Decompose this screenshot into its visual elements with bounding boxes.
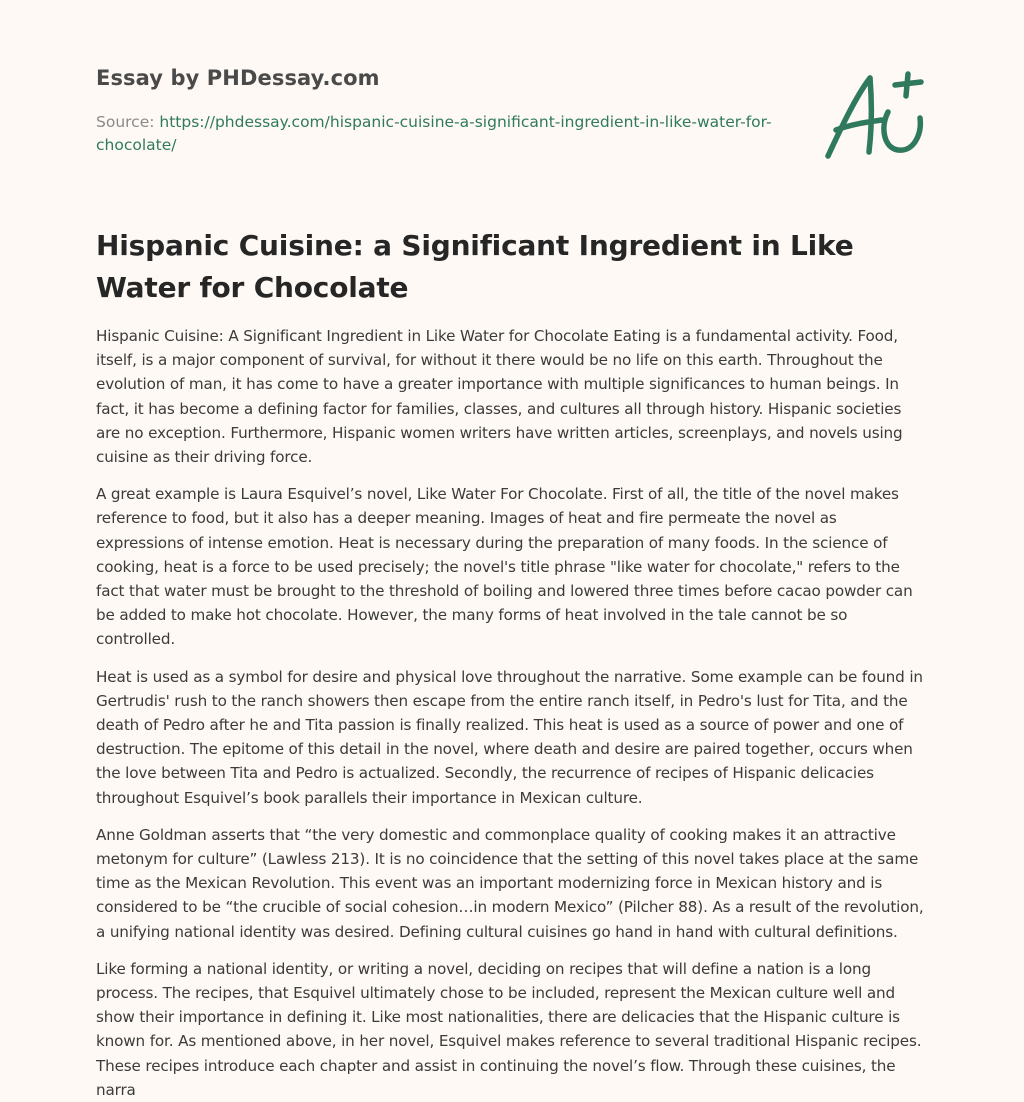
essay-paragraph: Like forming a national identity, or writing a novel, deciding on recipes that will define a nation is a long process. The recipes, that Esquivel ultimately chose to be included, represent the Mexican culture well and show their importance in defining it. Like most nationalities, there are delicacies that the Hispanic culture is known for. As mentioned above, in her novel, Esquivel makes reference to several traditional Hispanic recipes. These recipes introduce each chapter and assist in continuing the novel’s flow. Through these cuisines, the narra (96, 959, 922, 1099)
source-line (96, 111, 776, 157)
source-label: Source: (96, 113, 155, 131)
site-title: Essay by PHDessay.com (96, 66, 380, 90)
a-plus-grade-icon (822, 68, 928, 164)
essay-paragraph: Anne Goldman asserts that “the very domestic and commonplace quality of cooking makes it an attractive metonym for culture” (Lawless 213). It is no coincidence that the setting of this novel takes place at the same time as the Mexican Revolution. This event was an important modernizing force in Mexican history and is considered to be “the crucible of social cohesion…in modern Mexico” (Pilcher 88). As a result of the revolution, a unifying national identity was desired. Defining cultural cuisines go hand in hand with cultural definitions. (96, 825, 924, 941)
essay-paragraph: Heat is used as a symbol for desire and physical love throughout the narrative. Some example can be found in Gertrudis' rush to the ranch showers then escape from the entire ranch itself, in Pedro's lust for Tita, and the death of Pedro after he and Tita passion is finally realized. This heat is used as a source of power and one of destruction. The epitome of this detail in the novel, where death and desire are paired together, occurs when the love between Tita and Pedro is actualized. Secondly, the recurrence of recipes of Hispanic delicacies throughout Esquivel’s book parallels their importance in Mexican culture. (96, 667, 923, 807)
essay-body (96, 324, 928, 1099)
essay-paragraph: Hispanic Cuisine: A Significant Ingredient in Like Water for Chocolate Eating is a fundamental activity. Food, itself, is a major component of survival, for without it there would be no life on this earth. Throughout the evolution of man, it has come to have a greater importance with multiple significances to human beings. In fact, it has become a defining factor for families, classes, and cultures all through history. Hispanic societies are no exception. Furthermore, Hispanic women writers have written articles, screenplays, and novels using cuisine as their driving force. (96, 327, 903, 467)
source-link[interactable]: https://phdessay.com/hispanic-cuisine-a-significant-ingredient-in-like-water-for-chocolate/ (96, 113, 772, 154)
essay-title: Hispanic Cuisine: a Significant Ingredient in Like Water for Chocolate (96, 229, 854, 304)
essay-paragraph: A great example is Laura Esquivel’s novel, Like Water For Chocolate. First of all, the title of the novel makes reference to food, but it also has a deeper meaning. Images of heat and fire permeate the novel as expressions of intense emotion. Heat is necessary during the preparation of many foods. In the science of cooking, heat is a force to be used precisely; the novel's title phrase "like water for chocolate," refers to the fact that water must be brought to the threshold of boiling and lowered three times before cacao powder can be added to make hot chocolate. However, the many forms of heat involved in the tale cannot be so controlled. (96, 485, 913, 649)
